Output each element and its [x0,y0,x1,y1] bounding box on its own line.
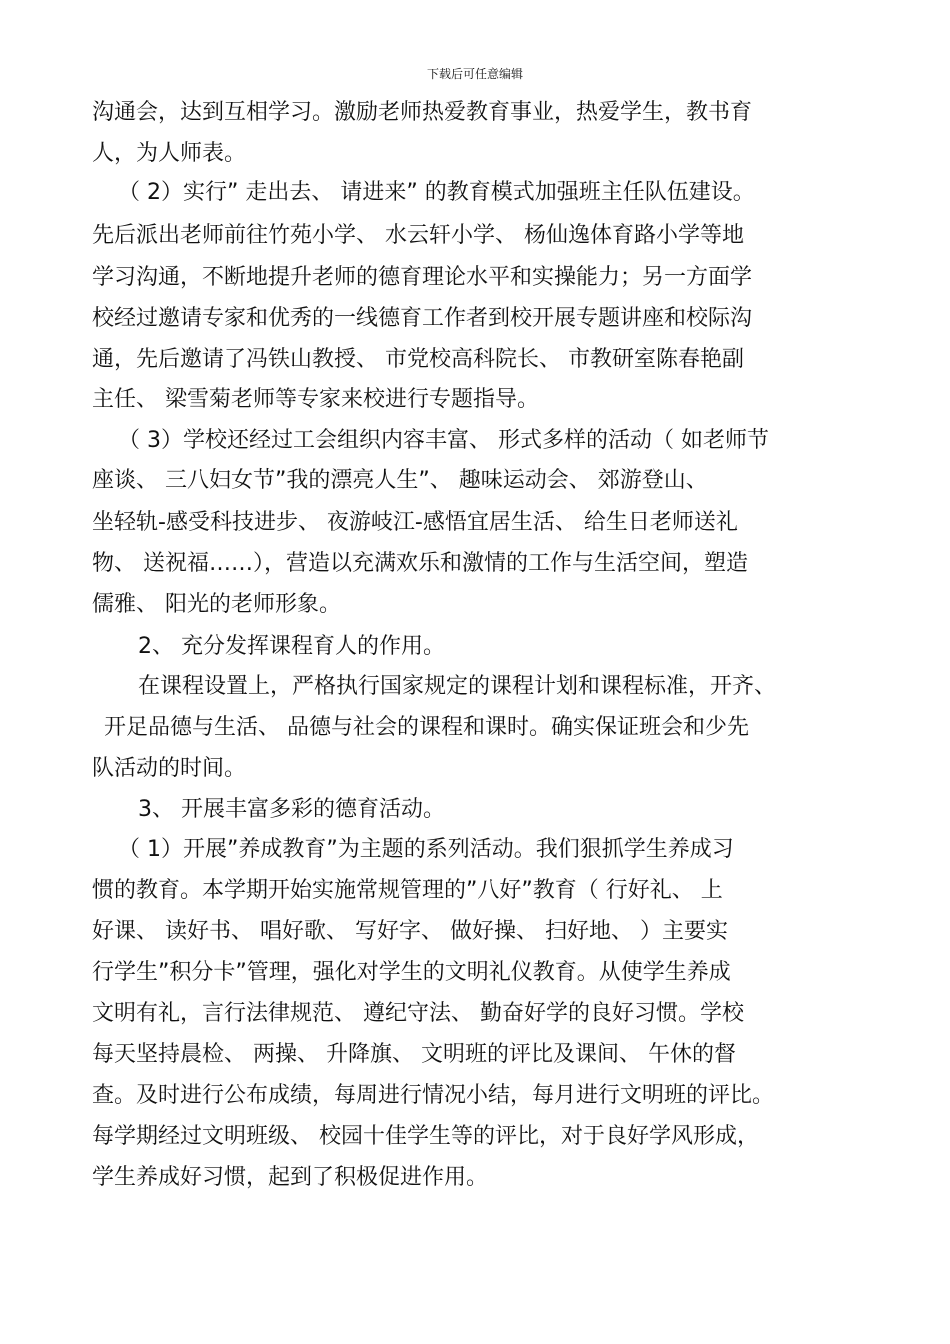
text-line: 通，先后邀请了冯铁山教授、 市党校高科院长、 市教研室陈春艳副 [92,347,744,372]
text-line: 座谈、 三八妇女节”我的漂亮人生”、 趣味运动会、 郊游登山、 [92,468,708,493]
text-line: 坐轻轨-感受科技进步、 夜游岐江-感悟宜居生活、 给生日老师送礼 [92,510,738,535]
text-line: 校经过邀请专家和优秀的一线德育工作者到校开展专题讲座和校际沟 [92,306,753,331]
text-line: 好课、 读好书、 唱好歌、 写好字、 做好操、 扫好地、 ）主要实 [92,919,728,944]
text-line: 惯的教育。本学期开始实施常规管理的”八好”教育（ 行好礼、 上 [92,878,723,903]
text-line: 每天坚持晨检、 两操、 升降旗、 文明班的评比及课间、 午休的督 [92,1042,736,1067]
text-line: 儒雅、 阳光的老师形象。 [92,592,341,617]
text-line: （ 3）学校还经过工会组织内容丰富、 形式多样的活动（ 如老师节 [118,428,769,453]
text-line: 每学期经过文明班级、 校园十佳学生等的评比，对于良好学风形成， [92,1124,759,1149]
text-line: 学习沟通，不断地提升老师的德育理论水平和实操能力；另一方面学 [92,265,753,290]
text-line: 物、 送祝福……），营造以充满欢乐和激情的工作与生活空间，塑造 [92,551,748,576]
text-line: 查。及时进行公布成绩，每周进行情况小结，每月进行文明班的评比。 [92,1083,775,1108]
text-line: 文明有礼，言行法律规范、 遵纪守法、 勤奋好学的良好习惯。学校 [92,1001,744,1026]
text-line: 开足品德与生活、 品德与社会的课程和课时。确实保证班会和少先 [104,715,749,740]
section-heading: 3、 开展丰富多彩的德育活动。 [138,797,445,822]
text-line: 在课程设置上，严格执行国家规定的课程计划和课程标准，开齐、 [138,674,777,699]
page-header: 下载后可任意编辑 [426,67,523,81]
text-line: （ 1）开展”养成教育”为主题的系列活动。我们狠抓学生养成习 [118,837,734,862]
text-line: （ 2）实行” 走出去、 请进来” 的教育模式加强班主任队伍建设。 [118,180,755,205]
text-line: 队活动的时间。 [92,756,247,781]
text-line: 行学生”积分卡”管理，强化对学生的文明礼仪教育。从使学生养成 [92,960,731,985]
text-line: 学生养成好习惯，起到了积极促进作用。 [92,1165,489,1190]
section-heading: 2、 充分发挥课程育人的作用。 [138,634,445,659]
text-line: 先后派出老师前往竹苑小学、 水云轩小学、 杨仙逸体育路小学等地 [92,223,744,248]
text-line: 人，为人师表。 [92,141,247,166]
text-line: 主任、 梁雪菊老师等专家来校进行专题指导。 [92,387,539,412]
text-line: 沟通会，达到互相学习。激励老师热爱教育事业，热爱学生，教书育 [92,100,753,125]
